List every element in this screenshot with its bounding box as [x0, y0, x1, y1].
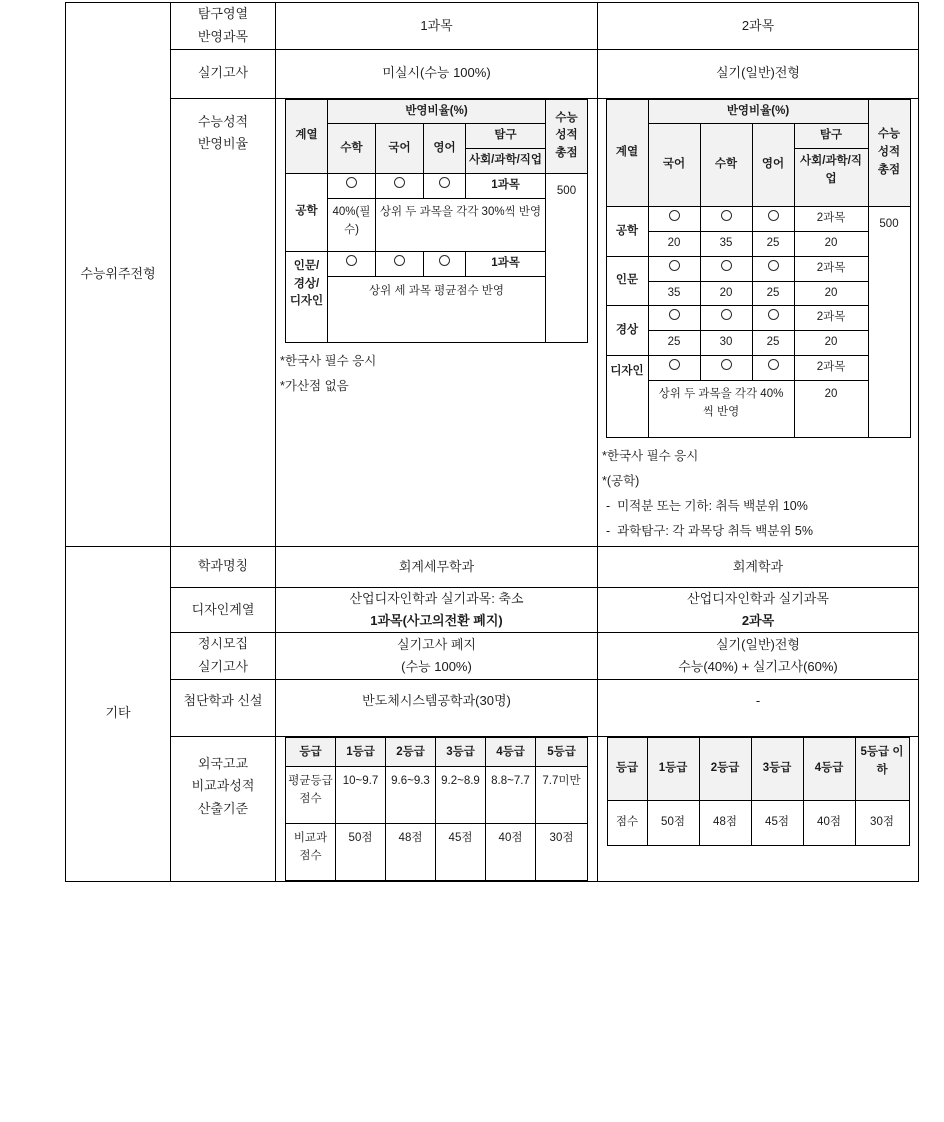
detail-math-weight: 40%(필수) — [328, 198, 376, 251]
grade-header-cell: 등급 — [607, 737, 647, 800]
grade-header-cell: 2등급 — [386, 737, 436, 766]
circle-icon — [721, 260, 732, 271]
note-line: *가산점 없음 — [280, 378, 349, 393]
mark-english — [752, 207, 794, 232]
value-english: 25 — [752, 231, 794, 256]
grade-row-label: 평균등급 점수 — [286, 766, 336, 823]
left-matrix-notes — [276, 343, 597, 401]
matrix-row-gyeongsang-values — [606, 331, 910, 356]
circle-icon — [721, 359, 732, 370]
grade-header-cell: 3등급 — [436, 737, 486, 766]
grade-cell: 10~9.7 — [336, 766, 386, 823]
mark-math — [700, 356, 752, 381]
cell-grade-table-left — [276, 736, 598, 881]
row-label-silgi: 실기고사 — [171, 49, 276, 98]
header-ratio-group: 반영비율(%) — [648, 99, 868, 124]
mark-english — [424, 173, 466, 198]
table-row-ratio — [66, 98, 919, 546]
category-suneung — [66, 3, 171, 547]
value-korean: 25 — [648, 331, 700, 356]
category-label: 수능위주전형 — [80, 266, 156, 282]
value-math: 30 — [700, 331, 752, 356]
mark-english — [752, 356, 794, 381]
grade-header-cell: 1등급 — [336, 737, 386, 766]
header-subject-math: 수학 — [700, 124, 752, 207]
tamgu-count-inmun: 2과목 — [794, 256, 868, 281]
note-line: *한국사 필수 응시 — [280, 353, 377, 368]
header-ratio-group: 반영비율(%) — [328, 99, 546, 124]
table-row-jeongsi-silgi — [66, 633, 919, 680]
cell-tamgu-left: 1과목 — [276, 3, 598, 50]
matrix-row-inmun-detail — [286, 276, 588, 342]
mark-korean — [648, 356, 700, 381]
matrix-header-row-1 — [286, 99, 588, 124]
value-tamgu: 20 — [794, 281, 868, 306]
admissions-comparison-table — [65, 2, 919, 882]
header-subject-english: 영어 — [752, 124, 794, 207]
grade-row-average — [286, 766, 588, 823]
mark-korean — [376, 251, 424, 276]
value-english: 25 — [752, 331, 794, 356]
matrix-row-design — [606, 356, 910, 381]
table-row-silgi — [66, 49, 919, 98]
mark-english — [752, 256, 794, 281]
header-series: 계열 — [286, 99, 328, 173]
label-line: 반영비율 — [197, 136, 249, 152]
matrix-row-gonghak — [286, 173, 588, 198]
header-subject-tamgu: 탐구 — [794, 124, 868, 149]
grade-header-cell: 5등급 — [536, 737, 588, 766]
note-line: - 과학탐구: 각 과목당 취득 백분위 5% — [606, 523, 813, 538]
row-label-dept-name: 학과명칭 — [171, 546, 276, 587]
matrix-row-gonghak-detail — [286, 198, 588, 251]
value-math: 35 — [700, 231, 752, 256]
header-subject-english: 영어 — [424, 124, 466, 174]
tamgu-count-gonghak: 1과목 — [466, 173, 546, 198]
cell-silgi-left: 미실시(수능 100%) — [276, 49, 598, 98]
circle-icon — [394, 177, 405, 188]
header-total: 수능 성적 총점 — [868, 99, 910, 207]
circle-icon — [439, 255, 450, 266]
matrix-row-inmun — [606, 256, 910, 281]
grade-row-label: 점수 — [607, 800, 647, 845]
circle-icon — [721, 309, 732, 320]
table-row-tamgu — [66, 3, 919, 50]
cell-dept-name-left: 회계세무학과 — [276, 546, 598, 587]
category-etc — [66, 546, 171, 881]
cell-dept-name-right: 회계학과 — [598, 546, 919, 587]
circle-icon — [768, 359, 779, 370]
left-grade-table — [285, 737, 588, 881]
mark-english — [752, 306, 794, 331]
cell-silgi-right: 실기(일반)전형 — [598, 49, 919, 98]
note-line: *(공학) — [602, 473, 640, 488]
value-english: 25 — [752, 281, 794, 306]
circle-icon — [669, 210, 680, 221]
row-series-gonghak: 공학 — [606, 207, 648, 257]
value-math: 20 — [700, 281, 752, 306]
grade-row-score — [607, 800, 909, 845]
label-line: 수능성적 — [197, 113, 249, 129]
category-label: 기타 — [105, 705, 131, 721]
total-score-right: 500 — [868, 207, 910, 438]
row-series-design: 디자인 — [606, 356, 648, 438]
circle-icon — [669, 359, 680, 370]
cell-ratio-right — [598, 98, 919, 546]
mark-english — [424, 251, 466, 276]
grade-header-cell: 4등급 — [803, 737, 855, 800]
header-subject-tamgu: 탐구 — [466, 124, 546, 149]
value-tamgu: 20 — [794, 331, 868, 356]
row-series-inmun: 인문/ 경상/ 디자인 — [286, 251, 328, 342]
header-subject-math: 수학 — [328, 124, 376, 174]
circle-icon — [669, 309, 680, 320]
mark-korean — [648, 306, 700, 331]
tamgu-count-gyeongsang: 2과목 — [794, 306, 868, 331]
mark-math — [328, 173, 376, 198]
total-score-left: 500 — [546, 173, 588, 342]
matrix-header-row-2 — [286, 124, 588, 149]
grade-cell: 50점 — [647, 800, 699, 845]
value-korean: 20 — [648, 231, 700, 256]
left-score-matrix — [285, 99, 588, 343]
matrix-header-row-1 — [606, 99, 910, 124]
detail-design-note: 상위 두 과목을 각각 40% 씩 반영 — [648, 380, 794, 437]
grade-cell: 48점 — [699, 800, 751, 845]
grade-cell: 40점 — [803, 800, 855, 845]
circle-icon — [439, 177, 450, 188]
right-matrix-notes — [598, 438, 918, 546]
grade-header-cell: 등급 — [286, 737, 336, 766]
matrix-row-gonghak-values — [606, 231, 910, 256]
cell-jeongsi-left: 실기고사 폐지 (수능 100%) — [276, 633, 598, 680]
grade-cell: 45점 — [751, 800, 803, 845]
grade-header-cell: 3등급 — [751, 737, 803, 800]
header-subject-korean: 국어 — [648, 124, 700, 207]
header-tamgu-sub: 사회/과학/직업 — [466, 149, 546, 174]
grade-cell: 9.6~9.3 — [386, 766, 436, 823]
right-score-matrix — [606, 99, 911, 438]
cell-tamgu-right: 2과목 — [598, 3, 919, 50]
circle-icon — [394, 255, 405, 266]
mark-math — [700, 306, 752, 331]
grade-cell: 48점 — [386, 823, 436, 880]
matrix-row-inmun — [286, 251, 588, 276]
mark-math — [700, 256, 752, 281]
grade-cell: 45점 — [436, 823, 486, 880]
cell-ratio-left — [276, 98, 598, 546]
grade-cell: 50점 — [336, 823, 386, 880]
table-row-foreign-grade — [66, 736, 919, 881]
value-korean: 35 — [648, 281, 700, 306]
circle-icon — [768, 260, 779, 271]
grade-header-cell: 1등급 — [647, 737, 699, 800]
cell-design-right: 산업디자인학과 실기과목 2과목 — [598, 587, 919, 632]
row-series-gyeongsang: 경상 — [606, 306, 648, 356]
grade-row-label: 비교과 점수 — [286, 823, 336, 880]
value-tamgu: 20 — [794, 380, 868, 437]
grade-cell: 9.2~8.9 — [436, 766, 486, 823]
table-row-new-dept — [66, 679, 919, 736]
circle-icon — [768, 309, 779, 320]
header-tamgu-sub: 사회/과학/직 업 — [794, 149, 868, 207]
cell-jeongsi-right: 실기(일반)전형 수능(40%) + 실기고사(60%) — [598, 633, 919, 680]
circle-icon — [669, 260, 680, 271]
detail-inmun-note: 상위 세 과목 평균점수 반영 — [328, 276, 546, 342]
matrix-row-gonghak — [606, 207, 910, 232]
grade-cell: 30점 — [536, 823, 588, 880]
detail-gonghak-note: 상위 두 과목을 각각 30%씩 반영 — [376, 198, 546, 251]
matrix-row-inmun-values — [606, 281, 910, 306]
row-label-jeongsi-silgi: 정시모집 실기고사 — [171, 633, 276, 680]
mark-math — [700, 207, 752, 232]
cell-design-left: 산업디자인학과 실기과목: 축소 1과목(사고의전환 폐지) — [276, 587, 598, 632]
grade-header-row — [607, 737, 909, 800]
header-series: 계열 — [606, 99, 648, 207]
row-label-new-dept: 첨단학과 신설 — [171, 679, 276, 736]
mark-korean — [376, 173, 424, 198]
cell-grade-table-right — [598, 736, 919, 881]
circle-icon — [721, 210, 732, 221]
row-label-ratio — [171, 98, 276, 546]
cell-new-dept-right: - — [598, 679, 919, 736]
row-label-tamgu — [171, 3, 276, 50]
matrix-row-design-detail — [606, 380, 910, 437]
table-row-dept-name — [66, 546, 919, 587]
circle-icon — [768, 210, 779, 221]
table-row-design-series — [66, 587, 919, 632]
value-tamgu: 20 — [794, 231, 868, 256]
tamgu-count-gonghak: 2과목 — [794, 207, 868, 232]
header-subject-korean: 국어 — [376, 124, 424, 174]
circle-icon — [346, 255, 357, 266]
grade-cell: 30점 — [855, 800, 909, 845]
note-line: - 미적분 또는 기하: 취득 백분위 10% — [606, 498, 808, 513]
circle-icon — [346, 177, 357, 188]
cell-new-dept-left: 반도체시스템공학과(30명) — [276, 679, 598, 736]
row-label-foreign-grade: 외국고교 비교과성적 산출기준 — [171, 736, 276, 881]
label-line: 탐구영열 — [197, 6, 249, 21]
matrix-row-gyeongsang — [606, 306, 910, 331]
label-line: 반영과목 — [197, 28, 249, 44]
tamgu-count-inmun: 1과목 — [466, 251, 546, 276]
grade-header-cell: 2등급 — [699, 737, 751, 800]
grade-row-score — [286, 823, 588, 880]
grade-cell: 40점 — [486, 823, 536, 880]
mark-korean — [648, 207, 700, 232]
row-series-gonghak: 공학 — [286, 173, 328, 251]
header-total: 수능 성적 총점 — [546, 99, 588, 173]
right-grade-table — [607, 737, 910, 846]
grade-cell: 8.8~7.7 — [486, 766, 536, 823]
grade-cell: 7.7미만 — [536, 766, 588, 823]
grade-header-cell: 4등급 — [486, 737, 536, 766]
row-series-inmun: 인문 — [606, 256, 648, 306]
grade-header-cell-last: 5등급 이 하 — [855, 737, 909, 800]
matrix-header-row-2 — [606, 124, 910, 149]
row-label-design-series: 디자인계열 — [171, 587, 276, 632]
note-line: *한국사 필수 응시 — [602, 448, 699, 463]
mark-korean — [648, 256, 700, 281]
grade-header-row — [286, 737, 588, 766]
mark-math — [328, 251, 376, 276]
tamgu-count-design: 2과목 — [794, 356, 868, 381]
